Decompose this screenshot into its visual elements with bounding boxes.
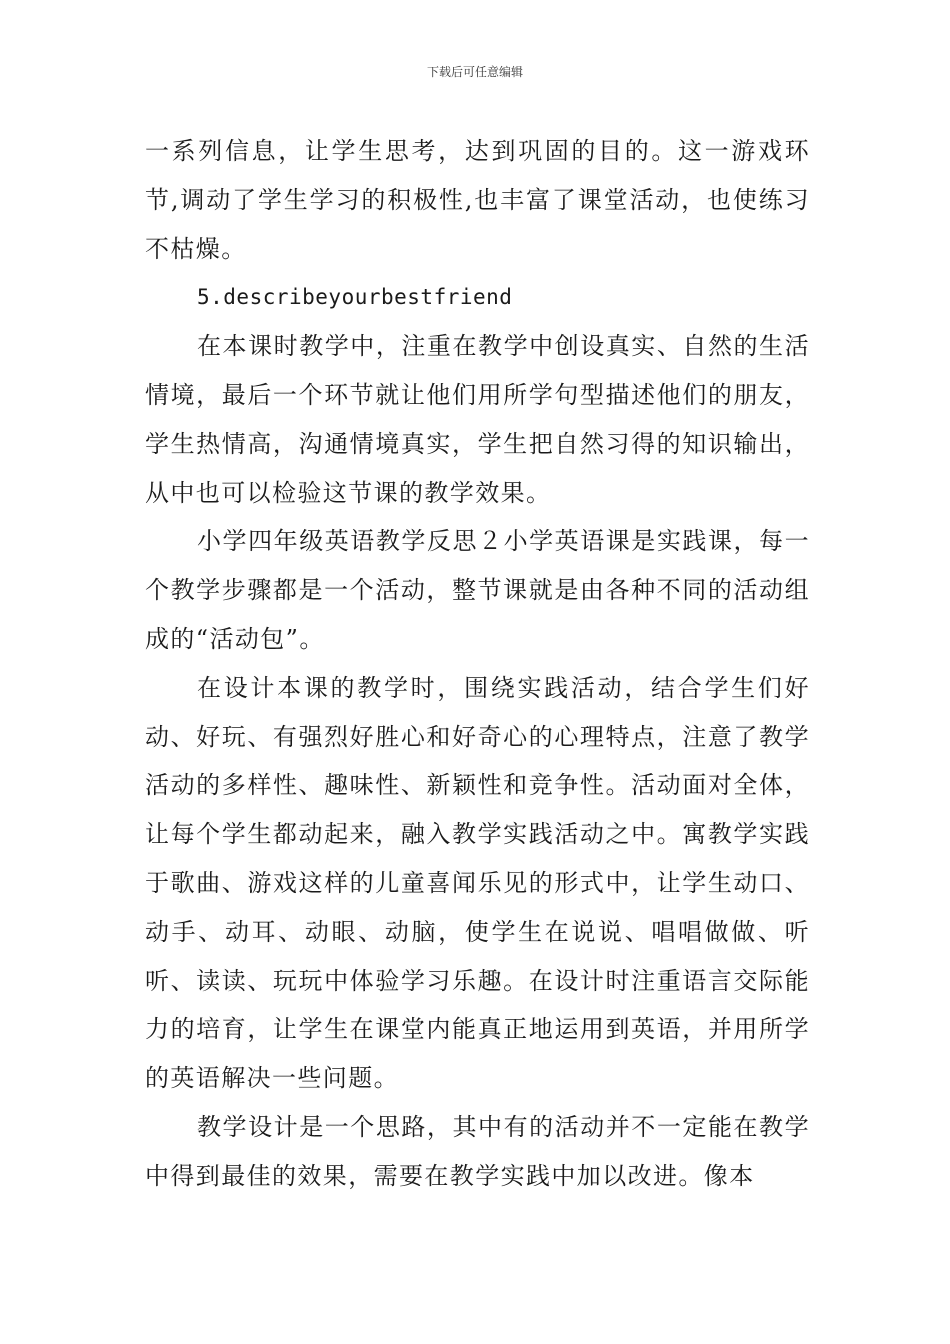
- page-header: 下载后可任意编辑: [426, 65, 523, 79]
- paragraph: 在设计本课的教学时，围绕实践活动，结合学生们好动、好玩、有强烈好胜心和好奇心的心理特点，注意了教学活动的多样性、趣味性、新颖性和竞争性。活动面对全体，让每个学生都动起来，融入教学实践活动之中。寓教学实践于歌曲、游戏这样的儿童喜闻乐见的形式中，让学生动口、动手、动耳、动眼、动脑，使学生在说说、唱唱做做、听听、读读、玩玩中体验学习乐趣。在设计时注重语言交际能力的培育，让学生在课堂内能真正地运用到英语，并用所学的英语解决一些问题。: [145, 673, 810, 1093]
- paragraph: 在本课时教学中，注重在教学中创设真实、自然的生活情境，最后一个环节就让他们用所学句型描述他们的朋友，学生热情高，沟通情境真实，学生把自然习得的知识输出，从中也可以检验这节课的教学效果。: [145, 332, 810, 507]
- paragraph: 小学四年级英语教学反思２小学英语课是实践课，每一个教学步骤都是一个活动，整节课就是由各种不同的活动组成的“活动包”。: [145, 527, 810, 653]
- document-body: [145, 127, 810, 1201]
- section-heading: 5.describeyourbestfriend: [197, 285, 513, 310]
- paragraph: 教学设计是一个思路，其中有的活动并不一定能在教学中得到最佳的效果，需要在教学实践中加以改进。像本: [145, 1112, 810, 1190]
- paragraph-continued: 一系列信息，让学生思考，达到巩固的目的。这一游戏环节,调动了学生学习的积极性,也丰富了课堂活动，也使练习不枯燥。: [145, 137, 810, 263]
